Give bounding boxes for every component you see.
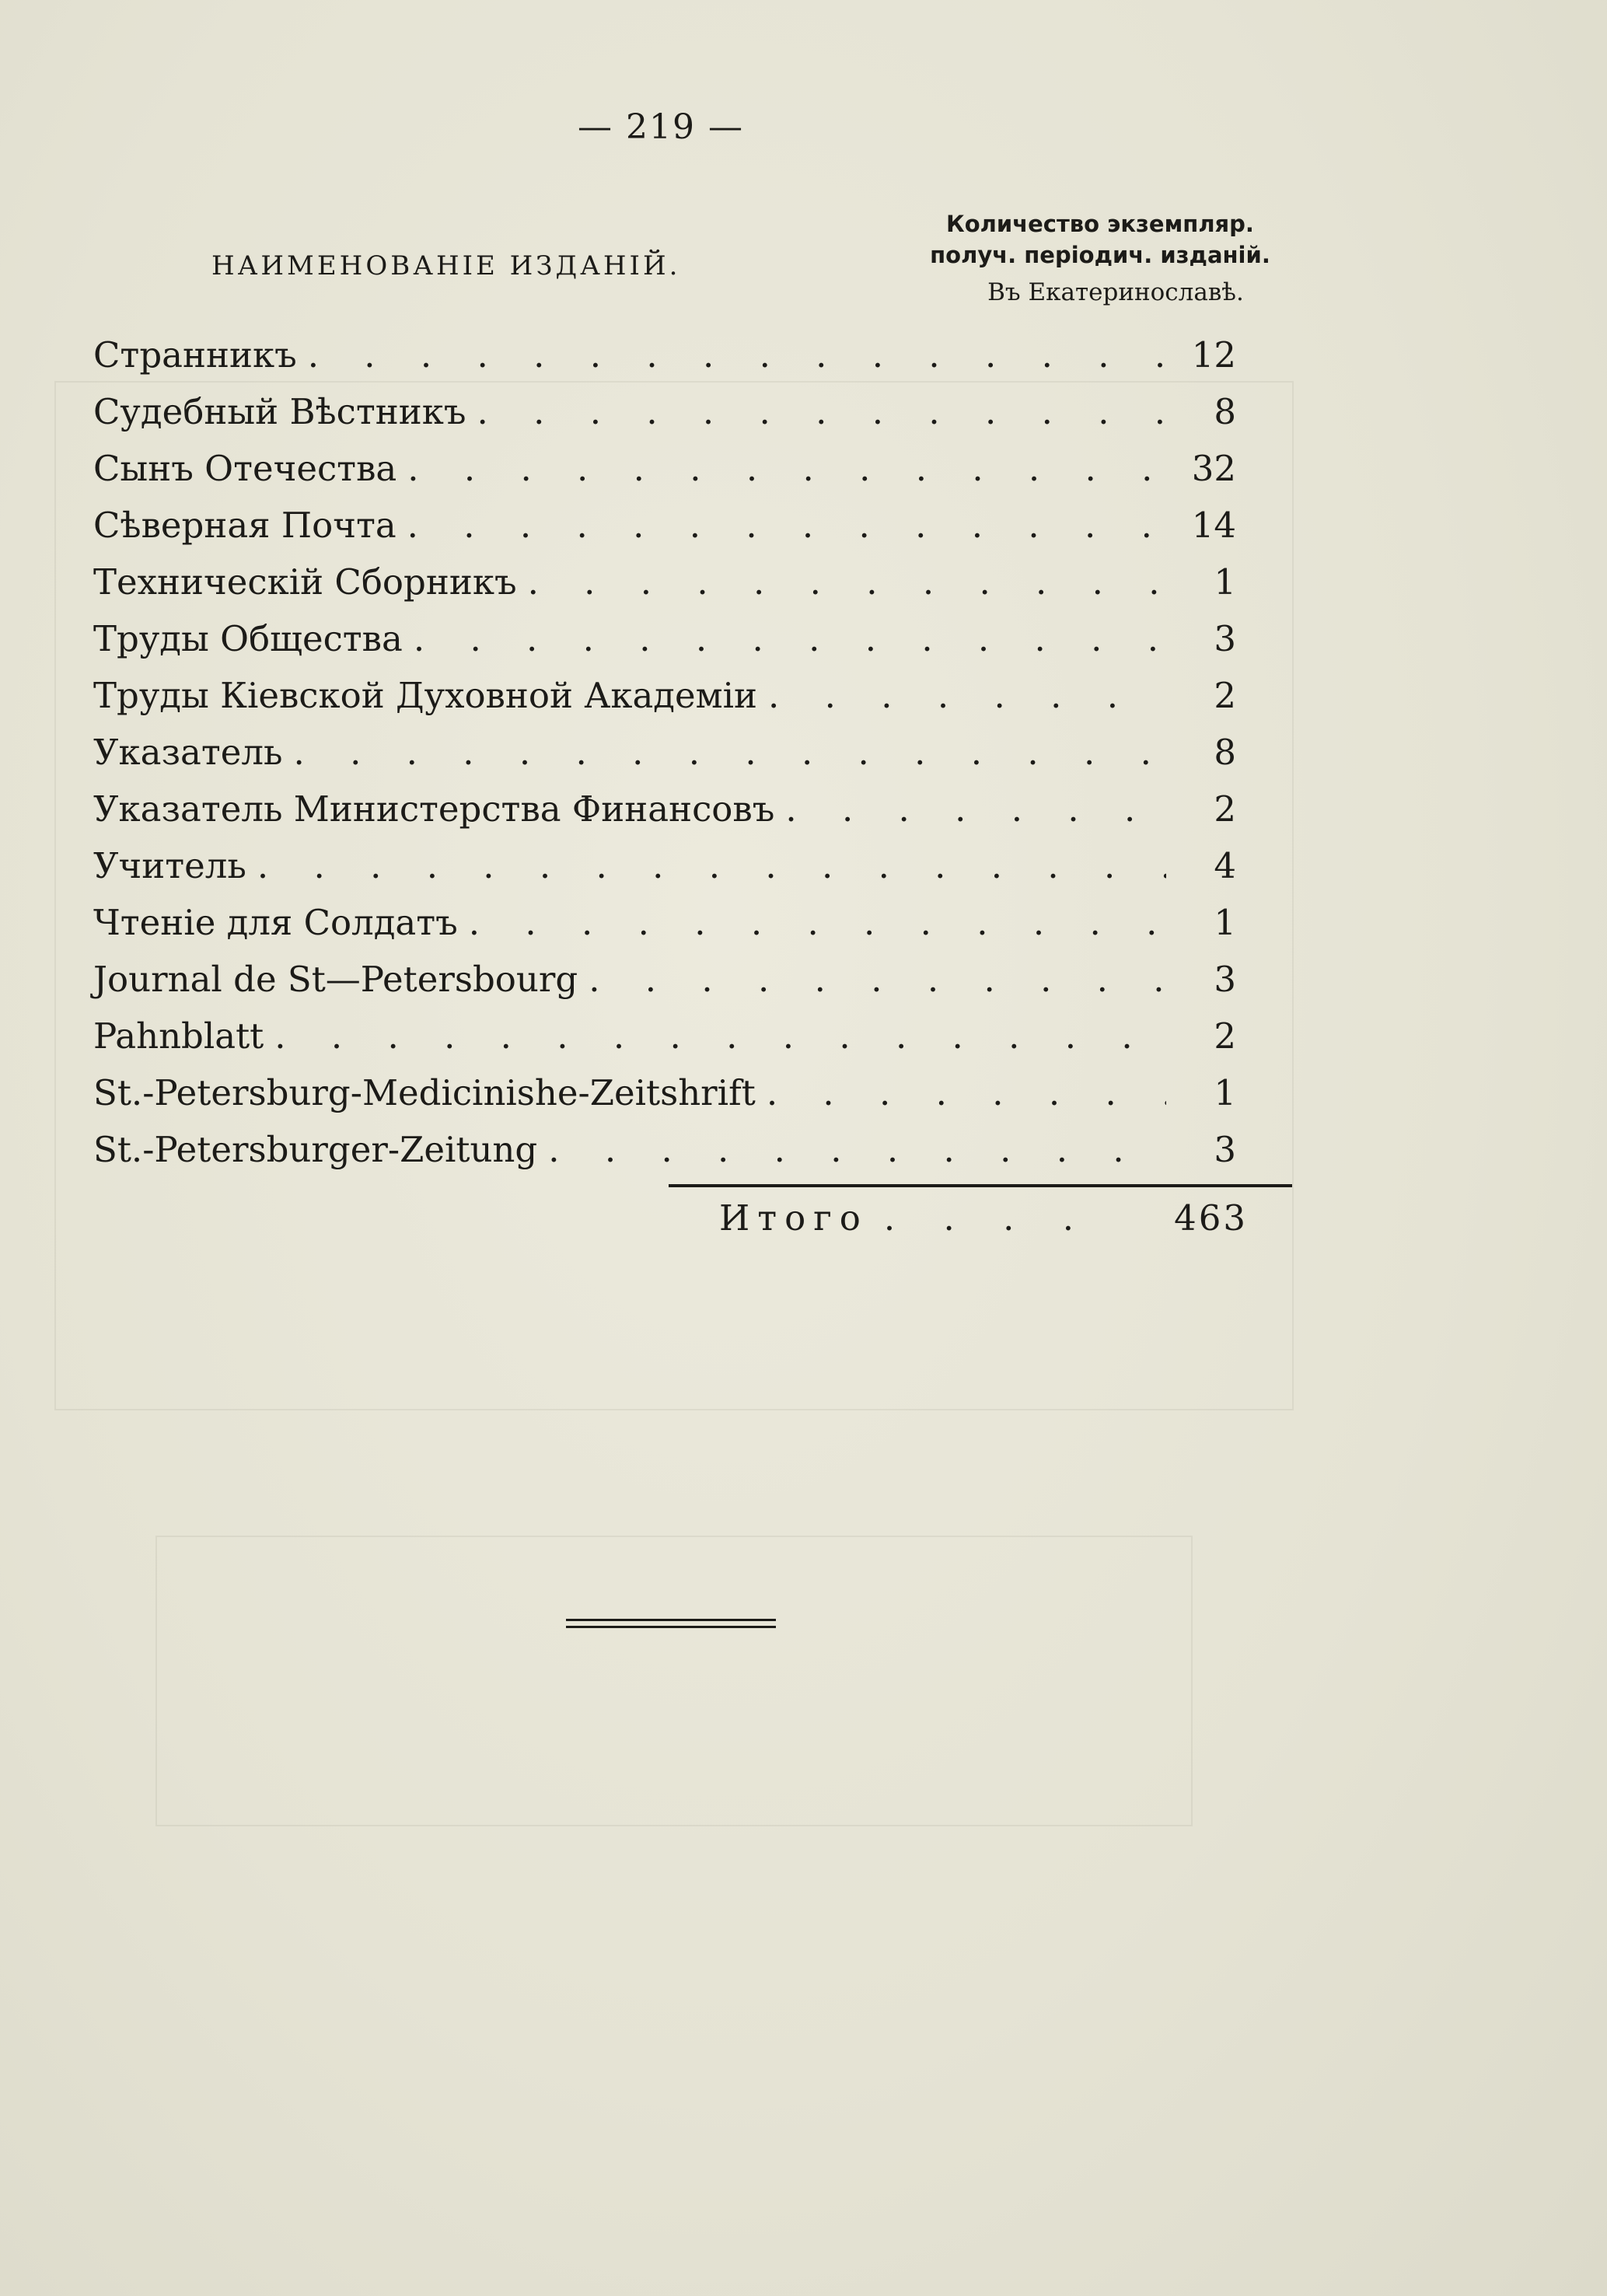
publication-name: Техническій Сборникъ bbox=[93, 561, 517, 603]
leader-dots bbox=[264, 1008, 1166, 1064]
total-value: 463 bbox=[1174, 1197, 1248, 1239]
list-item bbox=[93, 894, 1236, 951]
publication-name: Сынъ Отечества bbox=[93, 448, 397, 489]
copies-count: 1 bbox=[1214, 561, 1236, 603]
list-item bbox=[93, 327, 1236, 383]
publication-name: Труды Общества bbox=[93, 618, 403, 659]
list-item bbox=[93, 497, 1236, 554]
list-item bbox=[93, 724, 1236, 781]
list-item bbox=[93, 951, 1236, 1008]
leader-dots bbox=[297, 327, 1166, 383]
copies-count: 8 bbox=[1214, 732, 1236, 773]
list-item bbox=[93, 440, 1236, 497]
publication-name: Journal de St—Petersbourg bbox=[93, 959, 578, 1000]
copies-count: 12 bbox=[1191, 334, 1236, 376]
publication-name: St.-Petersburger-Zeitung bbox=[93, 1129, 538, 1170]
list-item bbox=[93, 1064, 1236, 1121]
bleed-through-box bbox=[155, 1536, 1193, 1826]
copies-count: 3 bbox=[1214, 618, 1236, 659]
total-rule bbox=[669, 1184, 1292, 1187]
leader-dots bbox=[397, 497, 1166, 554]
total-label: Итого bbox=[719, 1197, 868, 1239]
end-rule bbox=[566, 1619, 776, 1628]
copies-count: 2 bbox=[1214, 675, 1236, 716]
publication-name: Pahnblatt bbox=[93, 1015, 264, 1057]
publication-name: Учитель bbox=[93, 845, 246, 886]
column-header-titles: НАИМЕНОВАНІЕ ИЗДАНІЙ. bbox=[211, 250, 681, 281]
count-header-city: Въ Екатеринославѣ. bbox=[987, 278, 1244, 306]
leader-dots bbox=[282, 724, 1166, 781]
total-leader-dots: . . . . bbox=[883, 1197, 1093, 1239]
list-item bbox=[93, 383, 1236, 440]
copies-count: 1 bbox=[1214, 1072, 1236, 1113]
list-item bbox=[93, 667, 1236, 724]
list-item bbox=[93, 837, 1236, 894]
copies-count: 4 bbox=[1214, 845, 1236, 886]
publication-name: Указатель Министерства Финансовъ bbox=[93, 788, 775, 830]
copies-count: 14 bbox=[1191, 505, 1236, 546]
copies-count: 32 bbox=[1191, 448, 1236, 489]
column-header-count bbox=[894, 208, 1306, 308]
publications-list bbox=[93, 327, 1236, 1178]
list-item bbox=[93, 1008, 1236, 1064]
publication-name: Чтеніе для Солдатъ bbox=[93, 902, 458, 943]
count-header-line1: Количество экземпляр. bbox=[946, 211, 1254, 237]
copies-count: 8 bbox=[1214, 391, 1236, 432]
total-row bbox=[719, 1197, 1248, 1239]
list-item bbox=[93, 610, 1236, 667]
page-number: — 219 — bbox=[578, 107, 744, 147]
leader-dots bbox=[537, 1121, 1166, 1178]
copies-count: 3 bbox=[1214, 959, 1236, 1000]
count-header-line2: получ. періодич. изданій. bbox=[930, 242, 1270, 268]
leader-dots bbox=[774, 781, 1166, 837]
copies-count: 2 bbox=[1214, 1015, 1236, 1057]
publication-name: Труды Кіевской Духовной Академіи bbox=[93, 675, 758, 716]
leader-dots bbox=[458, 894, 1166, 951]
leader-dots bbox=[246, 837, 1166, 894]
leader-dots bbox=[397, 440, 1166, 497]
list-item bbox=[93, 781, 1236, 837]
leader-dots bbox=[466, 383, 1167, 440]
copies-count: 3 bbox=[1214, 1129, 1236, 1170]
leader-dots bbox=[517, 554, 1166, 610]
list-item bbox=[93, 1121, 1236, 1178]
publication-name: St.-Petersburg-Medicinishe-Zeitshrift bbox=[93, 1072, 756, 1113]
leader-dots bbox=[756, 1064, 1166, 1121]
leader-dots bbox=[403, 610, 1166, 667]
copies-count: 1 bbox=[1214, 902, 1236, 943]
leader-dots bbox=[578, 951, 1166, 1008]
list-item bbox=[93, 554, 1236, 610]
publication-name: Странникъ bbox=[93, 334, 297, 376]
leader-dots bbox=[757, 667, 1166, 724]
publication-name: Сѣверная Почта bbox=[93, 505, 397, 546]
copies-count: 2 bbox=[1214, 788, 1236, 830]
publication-name: Указатель bbox=[93, 732, 283, 773]
publication-name: Судебный Вѣстникъ bbox=[93, 391, 466, 432]
